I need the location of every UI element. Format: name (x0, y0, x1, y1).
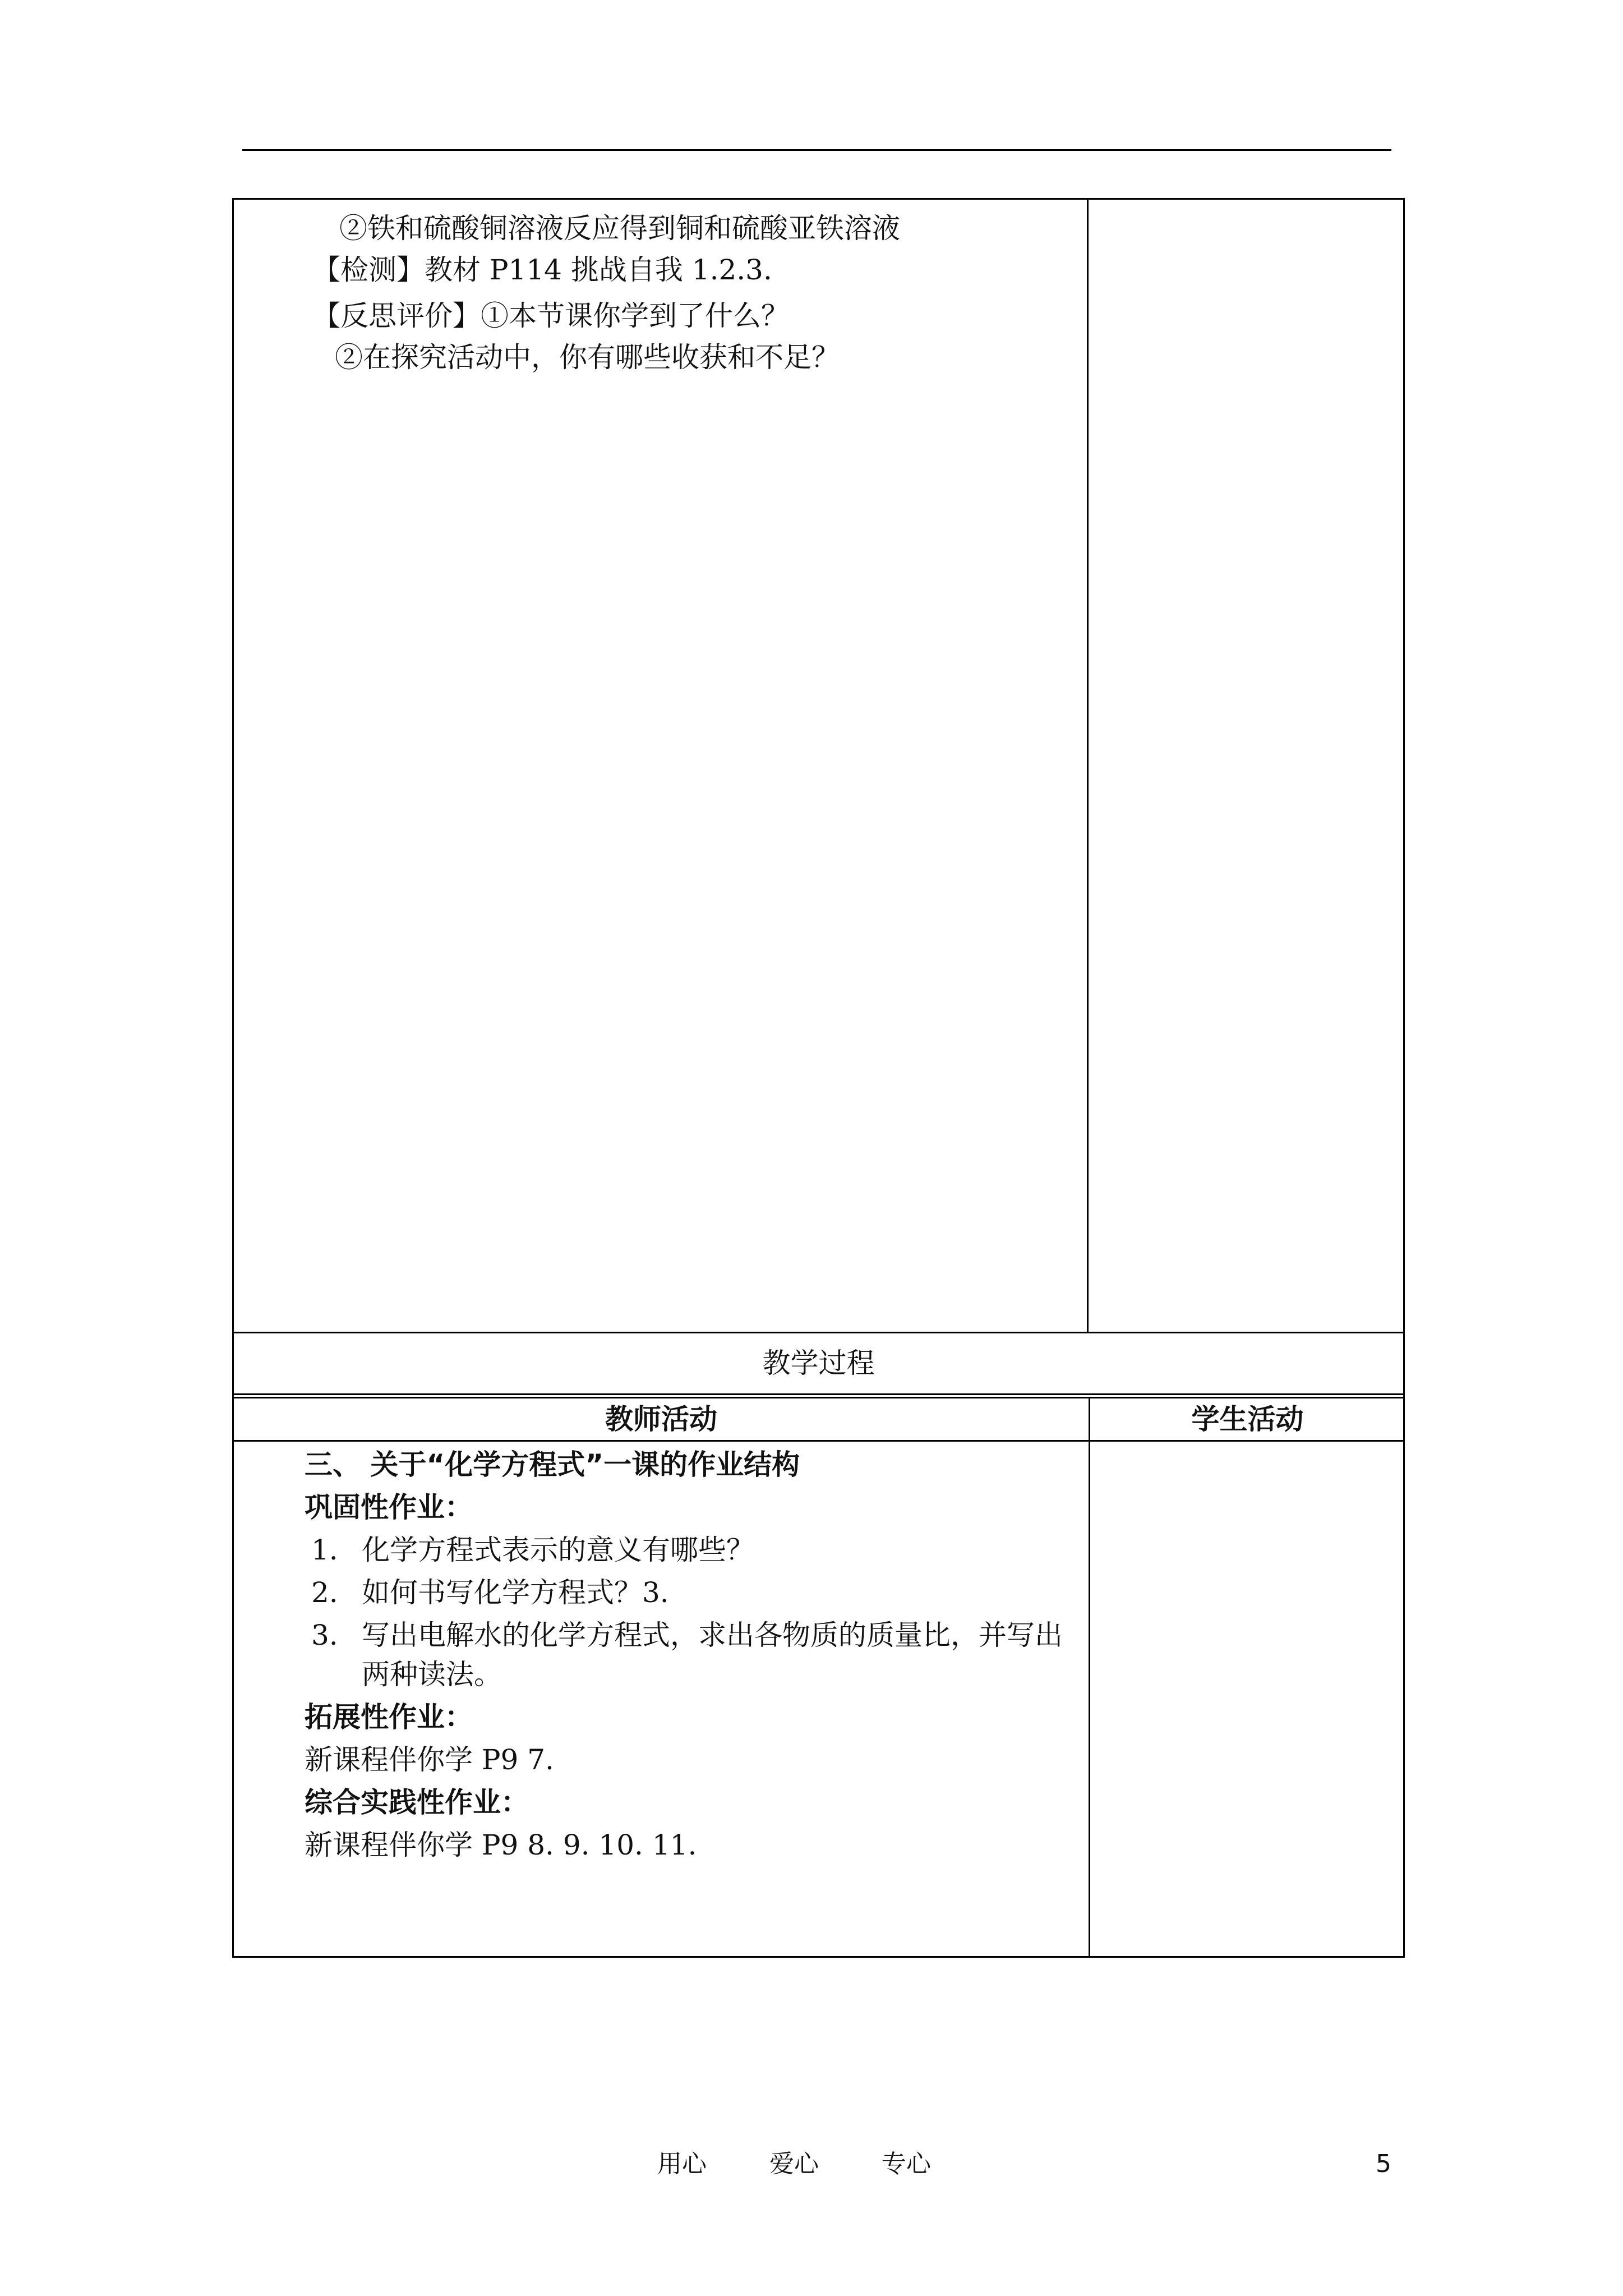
table-header-row (234, 1397, 1403, 1442)
list-item-continuation: 两种读法。 (362, 1658, 502, 1691)
column-divider (1089, 1397, 1090, 1956)
footer-motto-3: 专心 (882, 2150, 931, 2178)
extension-text: 新课程伴你学 P9 7. (305, 1743, 554, 1776)
table-divider (234, 1332, 1403, 1333)
consolidation-heading: 巩固性作业： (305, 1491, 473, 1524)
page-number: 5 (1376, 2150, 1391, 2178)
list-item-text: 如何书写化学方程式？3. (362, 1576, 669, 1609)
lower-table (232, 1397, 1405, 1958)
header-teacher-activity: 教师活动 (605, 1403, 717, 1435)
table-divider (234, 1393, 1403, 1395)
header-rule (242, 149, 1391, 151)
list-item-number: 3. (311, 1619, 338, 1651)
text-line-reaction: ②铁和硫酸铜溶液反应得到铜和硫酸亚铁溶液 (339, 212, 900, 245)
list-item-text: 写出电解水的化学方程式，求出各物质的质量比，并写出 (362, 1619, 1063, 1651)
list-item (311, 1618, 1063, 1653)
text-line-check: 【检测】教材 P114 挑战自我 1.2.3. (312, 254, 772, 286)
text-line-reflection-1: 【反思评价】①本节课你学到了什么？ (312, 300, 789, 332)
practice-text: 新课程伴你学 P9 8. 9. 10. 11. (305, 1829, 697, 1861)
footer-motto-2: 爱心 (769, 2150, 819, 2178)
header-student-activity: 学生活动 (1191, 1403, 1304, 1435)
list-item-number: 2. (311, 1576, 338, 1609)
practice-heading: 综合实践性作业： (305, 1786, 529, 1819)
section-title: 三、 关于“化学方程式”一课的作业结构 (305, 1448, 800, 1481)
upper-teacher-cell (234, 200, 1089, 1332)
text-line-reflection-2: ②在探究活动中，你有哪些收获和不足？ (335, 341, 840, 374)
list-item-text: 化学方程式表示的意义有哪些？ (362, 1534, 754, 1566)
upper-table (232, 198, 1405, 1398)
list-item (311, 1575, 669, 1610)
extension-heading: 拓展性作业： (305, 1701, 473, 1733)
footer-motto-1: 用心 (657, 2150, 707, 2178)
list-item-number: 1. (311, 1534, 338, 1566)
teaching-process-caption: 教学过程 (762, 1347, 875, 1379)
list-item (311, 1533, 754, 1567)
upper-student-cell (1089, 200, 1403, 1332)
